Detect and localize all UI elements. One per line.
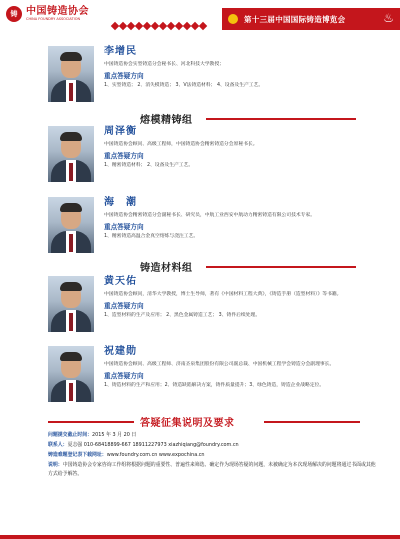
contact-value[interactable]: 夏志强 010-68418899-667 18911227973 xiazhiqiang@foundry.com.cn: [67, 442, 239, 448]
expert-direction-label: 重点答疑方向: [104, 72, 144, 80]
expert-card: [48, 197, 370, 257]
expert-photo: [48, 346, 94, 402]
expert-description: 中国铸造协会顾问、高级工程师，中国铸造协会精密铸造分会原秘书长。: [104, 142, 258, 147]
expert-photo: [48, 197, 94, 253]
org-name-en: CHINA FOUNDRY ASSOCIATION: [26, 17, 81, 21]
section-heading-lost-wax: [140, 111, 193, 126]
expert-topics: 1、精密铸造高温合金真空熔炼与浇注工艺。: [104, 234, 199, 239]
expert-info: [104, 126, 372, 169]
section-divider: [206, 118, 356, 120]
register-label: 铸造难题登记表下载网址：: [48, 452, 107, 458]
expert-direction-label: 重点答疑方向: [104, 372, 144, 380]
deadline-value: 2015 年 3 月 20 日: [92, 432, 137, 438]
expert-topics: 1、铸造材料的生产和应用；2、铸造缺陷解决方案，铸件质量提升；3、绿色铸造，铸造企业战略定位。: [104, 383, 325, 388]
expert-direction-label: 重点答疑方向: [104, 152, 144, 160]
org-logo-text: [26, 6, 89, 22]
expert-name: 祝建勋: [104, 346, 137, 357]
deadline-row: [48, 431, 378, 439]
org-name: 中国铸造协会: [26, 6, 89, 17]
expert-card: [48, 276, 370, 336]
contact-label: 联系人：: [48, 442, 68, 448]
requirements-title: 答疑征集说明及要求: [140, 418, 235, 429]
org-logo-badge-icon: 铸: [6, 6, 22, 22]
header-pattern-decoration: [112, 14, 212, 22]
expert-photo: [48, 276, 94, 332]
requirements-divider-left: [48, 421, 134, 423]
contact-row: [48, 441, 378, 449]
expo-sun-icon: [228, 14, 238, 24]
expert-name: 海 潮: [104, 197, 137, 208]
expert-name: 周泽衡: [104, 126, 137, 137]
footer-band: [0, 535, 400, 539]
register-row: [48, 451, 378, 459]
page-header: [0, 0, 400, 40]
expert-direction-label: 重点答疑方向: [104, 302, 144, 310]
expert-card: [48, 346, 370, 406]
register-links[interactable]: www.foundry.com.cn www.expochina.cn: [106, 452, 205, 458]
cloud-icon: ♨: [383, 11, 394, 25]
expert-photo: [48, 126, 94, 182]
org-logo: [6, 6, 89, 22]
deadline-label: 问题提交截止时间：: [48, 432, 93, 438]
expert-topics: 1、精密铸造材料； 2、设备及生产工艺。: [104, 163, 194, 168]
requirements-divider-right: [264, 421, 360, 423]
expert-photo: [48, 46, 94, 102]
expert-info: [104, 197, 372, 240]
expo-banner: [222, 8, 400, 30]
expert-info: [104, 276, 372, 319]
expert-card: [48, 46, 370, 106]
expert-name: 李增民: [104, 46, 137, 57]
expert-name: 黄天佑: [104, 276, 137, 287]
note-row: [48, 461, 378, 478]
expo-title: 第十三届中国国际铸造博览会: [244, 14, 346, 24]
expert-description: 中国铸造协会顾问，清华大学教授，博士生导师，著有《中国材料工程大典》，《铸造手册（造型材料）》等书籍。: [104, 292, 342, 297]
expert-info: [104, 346, 372, 389]
expert-topics: 1、造型材料的生产及应用； 2、黑色金属铸造工艺； 3、铸件后续处理。: [104, 313, 261, 318]
expert-description: 中国铸造协会顾问、高级工程师、济南圣泉集团股份有限公司副总裁、中国机械工程学会铸造分会副理事长。: [104, 362, 335, 367]
section-title: 铸造材料组: [140, 263, 193, 274]
expert-description: 中国铸造协会精密铸造分会副秘书长、研究员，中航工业西安中航动力精密铸造有限公司技术专家。: [104, 213, 316, 218]
expert-direction-label: 重点答疑方向: [104, 223, 144, 231]
expert-description: 中国铸造协会实型铸造分会秘书长、河北科技大学教授；: [104, 62, 224, 67]
section-heading-materials: [140, 259, 193, 274]
note-text: 中国铸造协会专家咨询工作组将根据问题的重要性、普遍性来筛选、确定作为现场答疑的问题，未被确定为本次现场解决的问题将通过书面或其他方式给予解答。: [48, 462, 376, 477]
expert-card: [48, 126, 370, 186]
section-title: 熔模精铸组: [140, 115, 193, 126]
note-label: 说明：: [48, 462, 63, 468]
section-divider: [206, 266, 356, 268]
expert-info: [104, 46, 372, 89]
expert-topics: 1、实型铸造； 2、消失模铸造； 3、V法铸造材料； 4、设备及生产工艺。: [104, 83, 264, 88]
